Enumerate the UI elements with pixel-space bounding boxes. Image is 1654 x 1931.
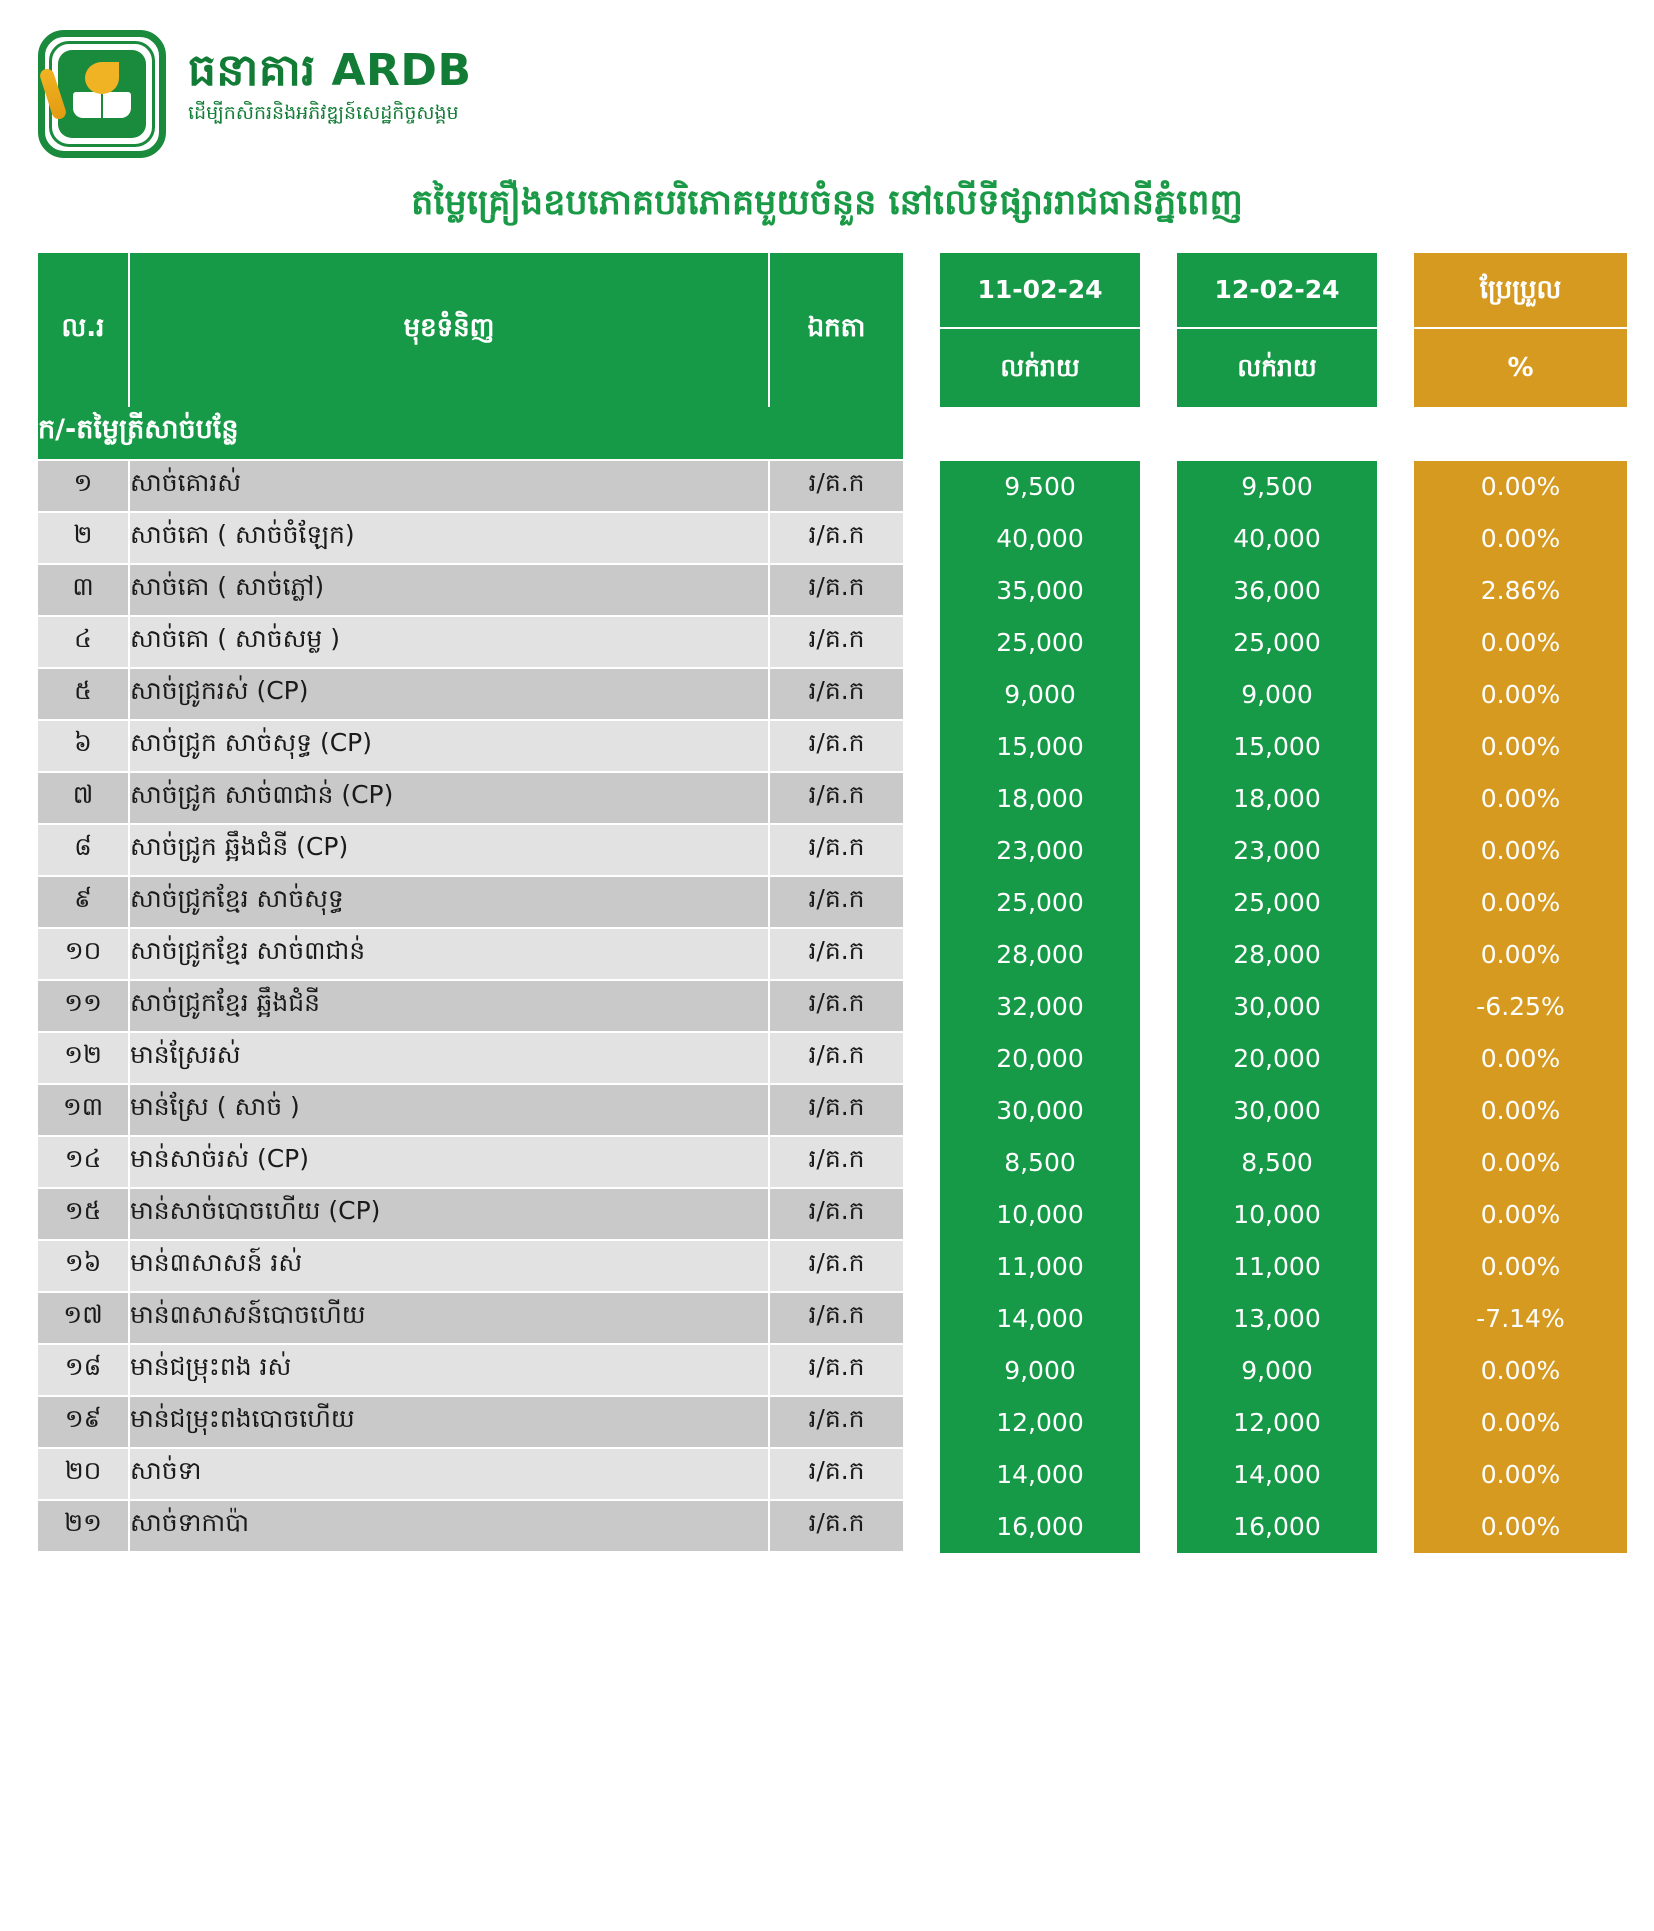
row-price-date-1: 28,000 xyxy=(940,929,1140,981)
row-unit: រ/គ.ក xyxy=(770,461,903,513)
row-change-percent: -6.25% xyxy=(1414,981,1627,1033)
row-unit: រ/គ.ក xyxy=(770,1293,903,1345)
spacer xyxy=(1140,1085,1177,1137)
spacer xyxy=(1377,669,1414,721)
spacer xyxy=(1377,253,1414,407)
row-item-name: មាន់៣សាសន៍ រស់ xyxy=(130,1241,770,1293)
row-number: ១៣ xyxy=(38,1085,130,1137)
table-row xyxy=(38,1501,1627,1553)
spacer xyxy=(1377,565,1414,617)
row-price-date-2: 9,000 xyxy=(1177,669,1377,721)
spacer xyxy=(1377,721,1414,773)
table-row xyxy=(38,1293,1627,1345)
spacer xyxy=(903,253,940,407)
spacer xyxy=(1377,981,1414,1033)
row-price-date-1: 10,000 xyxy=(940,1189,1140,1241)
row-item-name: សាច់ជ្រូក សាច់៣ជាន់ (CP) xyxy=(130,773,770,825)
row-item-name: សាច់គោ ( សាច់ភ្លៅ) xyxy=(130,565,770,617)
page-header xyxy=(0,0,1654,145)
spacer xyxy=(903,1397,940,1449)
table-body xyxy=(38,407,1627,1553)
spacer xyxy=(1377,1501,1414,1553)
table-row xyxy=(38,1241,1627,1293)
table-row xyxy=(38,1085,1627,1137)
row-price-date-1: 9,000 xyxy=(940,1345,1140,1397)
row-price-date-1: 8,500 xyxy=(940,1137,1140,1189)
spacer xyxy=(1377,1397,1414,1449)
spacer xyxy=(903,929,940,981)
row-item-name: មាន់សាច់រស់ (CP) xyxy=(130,1137,770,1189)
row-item-name: មាន់សាច់បោចហើយ (CP) xyxy=(130,1189,770,1241)
row-price-date-2: 8,500 xyxy=(1177,1137,1377,1189)
row-unit: រ/គ.ក xyxy=(770,513,903,565)
brand-tagline: ដើម្បីកសិករនិងអភិវឌ្ឍន៍សេដ្ឋកិច្ចសង្គម xyxy=(188,102,459,125)
spacer xyxy=(903,617,940,669)
spacer xyxy=(1377,1241,1414,1293)
table-row xyxy=(38,1033,1627,1085)
row-unit: រ/គ.ក xyxy=(770,877,903,929)
row-item-name: សាច់គោ ( សាច់ចំឡែក) xyxy=(130,513,770,565)
row-price-date-1: 14,000 xyxy=(940,1293,1140,1345)
spacer xyxy=(903,1449,940,1501)
row-unit: រ/គ.ក xyxy=(770,929,903,981)
row-item-name: សាច់ជ្រូកខ្មែរ សាច់៣ជាន់ xyxy=(130,929,770,981)
header-change-label: ប្រែប្រួល xyxy=(1414,253,1627,329)
spacer xyxy=(1140,1293,1177,1345)
row-price-date-2: 16,000 xyxy=(1177,1501,1377,1553)
row-price-date-2: 15,000 xyxy=(1177,721,1377,773)
table-row xyxy=(38,773,1627,825)
header-date-1 xyxy=(940,253,1140,407)
spacer xyxy=(1377,1293,1414,1345)
row-change-percent: 0.00% xyxy=(1414,617,1627,669)
header-no: ល.រ xyxy=(38,253,130,407)
header-date-2-label: 12-02-24 xyxy=(1177,253,1377,329)
brand-text xyxy=(188,30,472,125)
row-change-percent: 0.00% xyxy=(1414,1085,1627,1137)
spacer xyxy=(903,825,940,877)
row-price-date-1: 9,000 xyxy=(940,669,1140,721)
row-number: ១ xyxy=(38,461,130,513)
table-row xyxy=(38,981,1627,1033)
row-price-date-2: 25,000 xyxy=(1177,617,1377,669)
spacer xyxy=(1377,1085,1414,1137)
row-number: ១៤ xyxy=(38,1137,130,1189)
row-item-name: សាច់ជ្រូក ឆ្អឹងជំនី (CP) xyxy=(130,825,770,877)
spacer xyxy=(1140,1137,1177,1189)
section-header-row xyxy=(38,407,1627,461)
row-change-percent: 0.00% xyxy=(1414,825,1627,877)
price-table-container xyxy=(0,253,1654,1553)
header-date-2 xyxy=(1177,253,1377,407)
table-row xyxy=(38,1397,1627,1449)
row-change-percent: 0.00% xyxy=(1414,1033,1627,1085)
row-change-percent: 0.00% xyxy=(1414,929,1627,981)
row-unit: រ/គ.ក xyxy=(770,1241,903,1293)
spacer xyxy=(1377,513,1414,565)
page-title: តម្លៃគ្រឿងឧបភោគបរិភោគមួយចំនួន នៅលើទីផ្សាររាជធានីភ្នំពេញ xyxy=(411,183,1243,223)
spacer xyxy=(903,1189,940,1241)
row-change-percent: 0.00% xyxy=(1414,1397,1627,1449)
header-date-1-label: 11-02-24 xyxy=(940,253,1140,329)
spacer xyxy=(940,407,1140,461)
header-change-sub: % xyxy=(1507,352,1534,383)
spacer xyxy=(1140,253,1177,407)
row-number: ៤ xyxy=(38,617,130,669)
row-number: ១៨ xyxy=(38,1345,130,1397)
row-price-date-2: 9,500 xyxy=(1177,461,1377,513)
row-price-date-1: 32,000 xyxy=(940,981,1140,1033)
table-row xyxy=(38,877,1627,929)
row-price-date-2: 30,000 xyxy=(1177,1085,1377,1137)
table-row xyxy=(38,929,1627,981)
spacer xyxy=(1140,1033,1177,1085)
row-unit: រ/គ.ក xyxy=(770,1397,903,1449)
row-change-percent: -7.14% xyxy=(1414,1293,1627,1345)
row-price-date-2: 12,000 xyxy=(1177,1397,1377,1449)
row-number: ៨ xyxy=(38,825,130,877)
row-number: ២១ xyxy=(38,1501,130,1553)
row-number: ១៥ xyxy=(38,1189,130,1241)
row-change-percent: 0.00% xyxy=(1414,461,1627,513)
row-number: ១០ xyxy=(38,929,130,981)
spacer xyxy=(1414,407,1627,461)
table-row xyxy=(38,565,1627,617)
row-unit: រ/គ.ក xyxy=(770,1085,903,1137)
row-price-date-2: 13,000 xyxy=(1177,1293,1377,1345)
spacer xyxy=(1377,1345,1414,1397)
spacer xyxy=(1377,1137,1414,1189)
row-unit: រ/គ.ក xyxy=(770,981,903,1033)
row-unit: រ/គ.ក xyxy=(770,825,903,877)
row-unit: រ/គ.ក xyxy=(770,773,903,825)
table-row xyxy=(38,461,1627,513)
ardb-logo-icon xyxy=(38,30,166,158)
row-item-name: សាច់គោរស់ xyxy=(130,461,770,513)
spacer xyxy=(1377,877,1414,929)
row-price-date-2: 30,000 xyxy=(1177,981,1377,1033)
row-change-percent: 2.86% xyxy=(1414,565,1627,617)
spacer xyxy=(903,1137,940,1189)
table-row xyxy=(38,1449,1627,1501)
row-unit: រ/គ.ក xyxy=(770,1449,903,1501)
spacer xyxy=(1140,1397,1177,1449)
row-price-date-1: 9,500 xyxy=(940,461,1140,513)
spacer xyxy=(1140,721,1177,773)
brand-name: ធនាគារ ARDB xyxy=(188,45,472,96)
row-change-percent: 0.00% xyxy=(1414,513,1627,565)
row-item-name: សាច់ជ្រូក សាច់សុទ្ធ (CP) xyxy=(130,721,770,773)
row-item-name: មាន់ជម្រុះពង រស់ xyxy=(130,1345,770,1397)
spacer xyxy=(1140,461,1177,513)
row-number: ២ xyxy=(38,513,130,565)
spacer xyxy=(1140,1345,1177,1397)
spacer xyxy=(903,407,940,461)
spacer xyxy=(1377,617,1414,669)
spacer xyxy=(1377,825,1414,877)
row-change-percent: 0.00% xyxy=(1414,1449,1627,1501)
table-row xyxy=(38,1189,1627,1241)
row-change-percent: 0.00% xyxy=(1414,669,1627,721)
row-item-name: មាន់ស្រែ ( សាច់ ) xyxy=(130,1085,770,1137)
price-table xyxy=(38,253,1627,1553)
header-date-2-sub: លក់រាយ xyxy=(1237,352,1317,382)
spacer xyxy=(1140,981,1177,1033)
row-price-date-1: 14,000 xyxy=(940,1449,1140,1501)
row-price-date-1: 18,000 xyxy=(940,773,1140,825)
table-header-row xyxy=(38,253,1627,407)
row-unit: រ/គ.ក xyxy=(770,1189,903,1241)
row-price-date-2: 28,000 xyxy=(1177,929,1377,981)
spacer xyxy=(903,461,940,513)
row-item-name: សាច់ជ្រូកខ្មែរ សាច់សុទ្ធ xyxy=(130,877,770,929)
spacer xyxy=(903,669,940,721)
table-row xyxy=(38,721,1627,773)
row-price-date-2: 9,000 xyxy=(1177,1345,1377,1397)
spacer xyxy=(1140,407,1177,461)
row-price-date-1: 23,000 xyxy=(940,825,1140,877)
header-date-1-sub: លក់រាយ xyxy=(1000,352,1080,382)
table-row xyxy=(38,617,1627,669)
spacer xyxy=(1377,407,1414,461)
row-unit: រ/គ.ក xyxy=(770,1033,903,1085)
row-price-date-1: 15,000 xyxy=(940,721,1140,773)
row-unit: រ/គ.ក xyxy=(770,721,903,773)
row-item-name: សាច់ទា xyxy=(130,1449,770,1501)
row-item-name: សាច់គោ ( សាច់សម្ល ) xyxy=(130,617,770,669)
row-item-name: សាច់ជ្រូករស់ (CP) xyxy=(130,669,770,721)
spacer xyxy=(903,1345,940,1397)
row-number: ១៩ xyxy=(38,1397,130,1449)
row-price-date-2: 36,000 xyxy=(1177,565,1377,617)
row-price-date-1: 12,000 xyxy=(940,1397,1140,1449)
row-price-date-2: 10,000 xyxy=(1177,1189,1377,1241)
spacer xyxy=(1140,877,1177,929)
spacer xyxy=(903,1293,940,1345)
row-number: ៣ xyxy=(38,565,130,617)
row-unit: រ/គ.ក xyxy=(770,669,903,721)
spacer xyxy=(1140,825,1177,877)
header-item: មុខទំនិញ xyxy=(130,253,770,407)
spacer xyxy=(1140,1501,1177,1553)
spacer xyxy=(903,1033,940,1085)
row-number: ១១ xyxy=(38,981,130,1033)
row-unit: រ/គ.ក xyxy=(770,1501,903,1553)
row-unit: រ/គ.ក xyxy=(770,617,903,669)
row-change-percent: 0.00% xyxy=(1414,1189,1627,1241)
row-number: ៩ xyxy=(38,877,130,929)
row-unit: រ/គ.ក xyxy=(770,1345,903,1397)
row-number: ៧ xyxy=(38,773,130,825)
spacer xyxy=(903,1085,940,1137)
row-item-name: សាច់ជ្រូកខ្មែរ ឆ្អឹងជំនី xyxy=(130,981,770,1033)
row-change-percent: 0.00% xyxy=(1414,877,1627,929)
spacer xyxy=(903,1241,940,1293)
row-price-date-1: 30,000 xyxy=(940,1085,1140,1137)
header-unit: ឯកតា xyxy=(770,253,903,407)
table-row xyxy=(38,825,1627,877)
row-price-date-2: 20,000 xyxy=(1177,1033,1377,1085)
spacer xyxy=(1140,669,1177,721)
spacer xyxy=(903,981,940,1033)
spacer xyxy=(903,721,940,773)
row-change-percent: 0.00% xyxy=(1414,1241,1627,1293)
spacer xyxy=(903,513,940,565)
row-price-date-1: 25,000 xyxy=(940,617,1140,669)
spacer xyxy=(903,773,940,825)
row-price-date-2: 14,000 xyxy=(1177,1449,1377,1501)
spacer xyxy=(903,565,940,617)
table-row xyxy=(38,669,1627,721)
spacer xyxy=(1377,461,1414,513)
row-price-date-1: 40,000 xyxy=(940,513,1140,565)
row-price-date-2: 23,000 xyxy=(1177,825,1377,877)
header-change xyxy=(1414,253,1627,407)
row-change-percent: 0.00% xyxy=(1414,1345,1627,1397)
spacer xyxy=(1377,929,1414,981)
row-item-name: មាន់ស្រែរស់ xyxy=(130,1033,770,1085)
table-row xyxy=(38,1345,1627,1397)
spacer xyxy=(1177,407,1377,461)
row-price-date-1: 35,000 xyxy=(940,565,1140,617)
row-unit: រ/គ.ក xyxy=(770,565,903,617)
row-item-name: មាន់ជម្រុះពងបោចហើយ xyxy=(130,1397,770,1449)
spacer xyxy=(1140,1449,1177,1501)
row-number: ១២ xyxy=(38,1033,130,1085)
spacer xyxy=(1377,1033,1414,1085)
spacer xyxy=(903,1501,940,1553)
section-title: ក/-តម្លៃត្រីសាច់បន្លែ xyxy=(38,407,903,461)
row-price-date-1: 25,000 xyxy=(940,877,1140,929)
spacer xyxy=(1377,773,1414,825)
row-price-date-1: 11,000 xyxy=(940,1241,1140,1293)
table-row xyxy=(38,1137,1627,1189)
spacer xyxy=(1140,1189,1177,1241)
row-item-name: សាច់ទាកាប៉ា xyxy=(130,1501,770,1553)
row-change-percent: 0.00% xyxy=(1414,721,1627,773)
row-number: ១៧ xyxy=(38,1293,130,1345)
row-number: ១៦ xyxy=(38,1241,130,1293)
spacer xyxy=(1377,1189,1414,1241)
row-change-percent: 0.00% xyxy=(1414,1501,1627,1553)
row-number: ២០ xyxy=(38,1449,130,1501)
row-price-date-2: 18,000 xyxy=(1177,773,1377,825)
row-price-date-2: 40,000 xyxy=(1177,513,1377,565)
row-change-percent: 0.00% xyxy=(1414,1137,1627,1189)
spacer xyxy=(903,877,940,929)
row-change-percent: 0.00% xyxy=(1414,773,1627,825)
row-price-date-1: 20,000 xyxy=(940,1033,1140,1085)
table-row xyxy=(38,513,1627,565)
spacer xyxy=(1140,513,1177,565)
spacer xyxy=(1140,565,1177,617)
row-number: ៥ xyxy=(38,669,130,721)
row-unit: រ/គ.ក xyxy=(770,1137,903,1189)
row-price-date-2: 11,000 xyxy=(1177,1241,1377,1293)
row-item-name: មាន់៣សាសន៍បោចហើយ xyxy=(130,1293,770,1345)
row-price-date-1: 16,000 xyxy=(940,1501,1140,1553)
spacer xyxy=(1140,617,1177,669)
spacer xyxy=(1140,1241,1177,1293)
row-number: ៦ xyxy=(38,721,130,773)
spacer xyxy=(1140,773,1177,825)
row-price-date-2: 25,000 xyxy=(1177,877,1377,929)
spacer xyxy=(1140,929,1177,981)
spacer xyxy=(1377,1449,1414,1501)
